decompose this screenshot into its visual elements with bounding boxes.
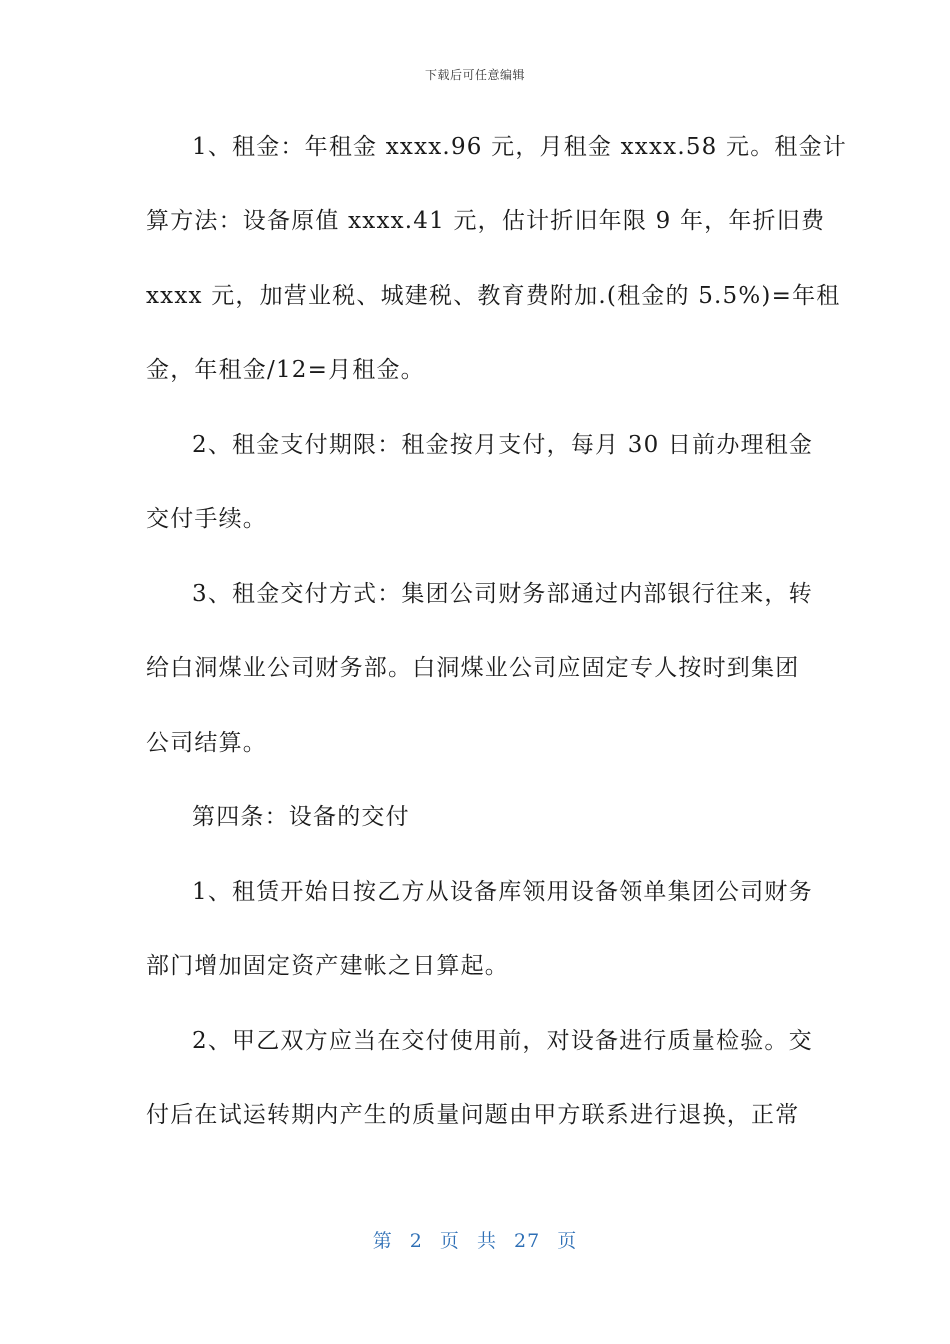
paragraph-line: 1、租金：年租金 xxxx.96 元，月租金 xxxx.58 元。租金计: [192, 134, 848, 160]
paragraph-line: 给白洞煤业公司财务部。白洞煤业公司应固定专人按时到集团: [146, 655, 800, 681]
paragraph-line: 交付手续。: [146, 506, 267, 532]
paragraph-line: 付后在试运转期内产生的质量问题由甲方联系进行退换，正常: [146, 1102, 800, 1128]
paragraph-line: 1、租赁开始日按乙方从设备库领用设备领单集团公司财务: [192, 879, 813, 905]
paragraph-line: 金，年租金/12=月租金。: [146, 357, 425, 383]
paragraph-line: 公司结算。: [146, 730, 267, 756]
header-note: 下载后可任意编辑: [424, 68, 525, 82]
paragraph-line: 算方法：设备原值 xxxx.41 元，估计折旧年限 9 年，年折旧费: [146, 208, 826, 234]
paragraph-line: xxxx 元，加营业税、城建税、教育费附加.(租金的 5.5%)=年租: [146, 283, 841, 309]
paragraph-line: 2、甲乙双方应当在交付使用前，对设备进行质量检验。交: [192, 1028, 813, 1054]
paragraph-line: 2、租金支付期限：租金按月支付，每月 30 日前办理租金: [192, 432, 814, 458]
page-number: 第 2 页 共 27 页: [372, 1230, 578, 1252]
section-heading: 第四条：设备的交付: [192, 804, 410, 830]
paragraph-line: 3、租金交付方式：集团公司财务部通过内部银行往来，转: [192, 581, 813, 607]
paragraph-line: 部门增加固定资产建帐之日算起。: [146, 953, 509, 979]
